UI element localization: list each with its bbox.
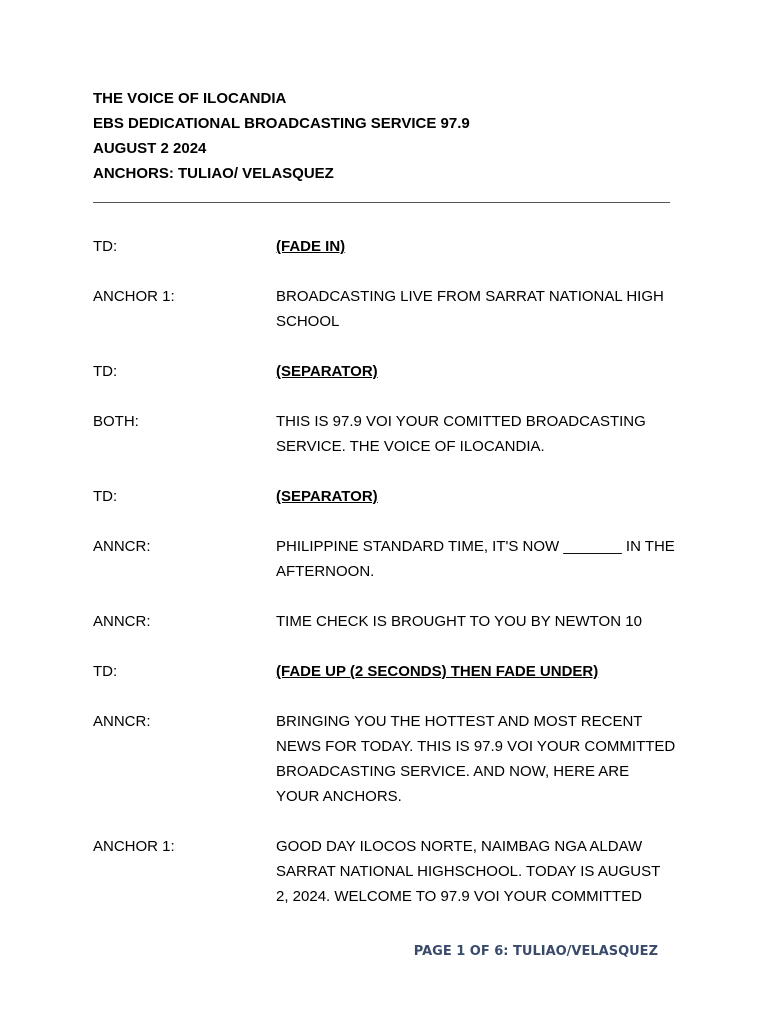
script-row xyxy=(93,484,683,509)
script-row xyxy=(93,284,683,334)
speaker-label: TD: xyxy=(93,663,118,680)
service-name: EBS DEDICATIONAL BROADCASTING SERVICE 97.9 xyxy=(93,115,470,132)
script-row xyxy=(93,534,683,584)
speaker-label: ANNCR: xyxy=(93,613,151,630)
script-row xyxy=(93,659,683,684)
spoken-line: THIS IS 97.9 VOI YOUR COMITTED BROADCASTING SERVICE. THE VOICE OF ILOCANDIA. xyxy=(276,413,646,455)
document-header xyxy=(93,86,470,186)
script-row xyxy=(93,609,683,634)
script-row xyxy=(93,409,683,459)
script-row xyxy=(93,834,683,909)
production-cue: (SEPARATOR) xyxy=(276,488,378,505)
script-row xyxy=(93,709,683,809)
production-cue: (SEPARATOR) xyxy=(276,363,378,380)
production-cue: (FADE IN) xyxy=(276,238,346,255)
header-divider xyxy=(93,202,670,203)
speaker-label: TD: xyxy=(93,238,118,255)
speaker-label: TD: xyxy=(93,363,118,380)
speaker-label: TD: xyxy=(93,488,118,505)
spoken-line: BRINGING YOU THE HOTTEST AND MOST RECENT NEWS FOR TODAY. THIS IS 97.9 VOI YOUR COMMITTED BROADCASTING SERVICE. AND NOW, HERE ARE YOUR ANCHORS. xyxy=(276,713,676,805)
spoken-line: BROADCASTING LIVE FROM SARRAT NATIONAL HIGH SCHOOL xyxy=(276,288,664,330)
speaker-label: BOTH: xyxy=(93,413,139,430)
anchors-line: ANCHORS: TULIAO/ VELASQUEZ xyxy=(93,165,334,182)
spoken-line: TIME CHECK IS BROUGHT TO YOU BY NEWTON 10 xyxy=(276,613,642,630)
speaker-label: ANCHOR 1: xyxy=(93,288,175,305)
script-row xyxy=(93,359,683,384)
production-cue: (FADE UP (2 SECONDS) THEN FADE UNDER) xyxy=(276,663,599,680)
spoken-line: GOOD DAY ILOCOS NORTE, NAIMBAG NGA ALDAW SARRAT NATIONAL HIGHSCHOOL. TODAY IS AUGUST 2, 2024. WELCOME TO 97.9 VOI YOUR COMMITTED xyxy=(276,838,660,905)
script-row xyxy=(93,234,683,259)
station-name: THE VOICE OF ILOCANDIA xyxy=(93,90,287,107)
page-footer: PAGE 1 OF 6: TULIAO/VELASQUEZ xyxy=(413,944,658,959)
speaker-label: ANNCR: xyxy=(93,538,151,555)
speaker-label: ANCHOR 1: xyxy=(93,838,175,855)
spoken-line: PHILIPPINE STANDARD TIME, IT'S NOW _______ IN THE AFTERNOON. xyxy=(276,538,675,580)
broadcast-date: AUGUST 2 2024 xyxy=(93,140,207,157)
script-body xyxy=(93,234,683,934)
speaker-label: ANNCR: xyxy=(93,713,151,730)
